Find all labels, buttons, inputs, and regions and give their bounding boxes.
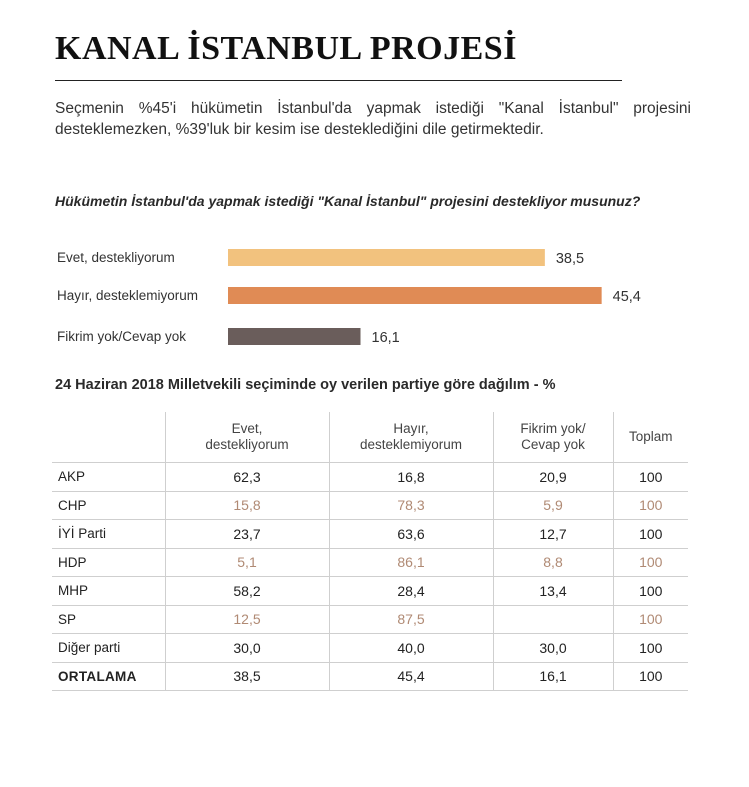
table-body: [52, 463, 688, 691]
table-cell: 5,9: [493, 491, 613, 520]
table-cell: 20,9: [493, 463, 613, 492]
row-party-label: ORTALAMA: [52, 662, 165, 691]
bar-category-label: Hayır, desteklemiyorum: [57, 288, 199, 303]
table-cell: 78,3: [329, 491, 493, 520]
row-party-label: HDP: [52, 548, 165, 577]
header-no-line1: Hayır,: [393, 421, 429, 436]
table-row: [52, 577, 688, 606]
header-total: Toplam: [613, 412, 688, 463]
bar-value-label: 38,5: [555, 251, 585, 267]
table-header-row: [52, 412, 688, 463]
table-row: [52, 662, 688, 691]
bar-1: [228, 287, 602, 304]
table-cell: 8,8: [493, 548, 613, 577]
table-row: [52, 634, 688, 663]
title-divider: [55, 80, 622, 81]
support-bar-chart: [0, 235, 749, 355]
bar-0: [228, 249, 545, 266]
table-cell: 23,7: [165, 520, 329, 549]
table-cell: 38,5: [165, 662, 329, 691]
table-cell: 28,4: [329, 577, 493, 606]
table-cell: 100: [613, 662, 688, 691]
table-cell: 12,7: [493, 520, 613, 549]
table-cell: [493, 605, 613, 634]
table-cell: 86,1: [329, 548, 493, 577]
table-row: [52, 491, 688, 520]
table-cell: 58,2: [165, 577, 329, 606]
table-cell: 5,1: [165, 548, 329, 577]
bar-value-label: 45,4: [612, 289, 641, 305]
bar-category-label: Evet, destekliyorum: [57, 250, 175, 265]
row-party-label: CHP: [52, 491, 165, 520]
table-cell: 100: [613, 520, 688, 549]
header-no-line2: desteklemiyorum: [359, 437, 463, 452]
row-party-label: İYİ Parti: [52, 520, 165, 549]
table-cell: 100: [613, 463, 688, 492]
table-cell: 62,3: [165, 463, 329, 492]
bar-2: [228, 328, 361, 345]
table-cell: 100: [613, 491, 688, 520]
bar-value-label: 16,1: [371, 330, 400, 346]
table-cell: 16,8: [329, 463, 493, 492]
table-cell: 12,5: [165, 605, 329, 634]
table-cell: 30,0: [493, 634, 613, 663]
table-caption: 24 Haziran 2018 Milletvekili seçiminde oy verilen partiye göre dağılım - %: [55, 377, 556, 393]
header-no-opinion-line1: Fikrim yok/: [520, 421, 586, 436]
table-cell: 100: [613, 605, 688, 634]
party-breakdown-table: [52, 412, 688, 691]
row-party-label: SP: [52, 605, 165, 634]
table-cell: 30,0: [165, 634, 329, 663]
table-cell: 40,0: [329, 634, 493, 663]
header-no-opinion-line2: Cevap yok: [521, 437, 585, 452]
table-cell: 87,5: [329, 605, 493, 634]
row-party-label: AKP: [52, 463, 165, 492]
bar-category-label: Fikrim yok/Cevap yok: [57, 329, 187, 344]
table-row: [52, 520, 688, 549]
table-cell: 100: [613, 577, 688, 606]
survey-question: Hükümetin İstanbul'da yapmak istediği "Kanal İstanbul" projesini destekliyor musunuz?: [55, 193, 641, 209]
header-party: [52, 412, 165, 463]
row-party-label: MHP: [52, 577, 165, 606]
table-row: [52, 463, 688, 492]
table-row: [52, 605, 688, 634]
table-row: [52, 548, 688, 577]
header-yes-line1: Evet,: [231, 421, 263, 436]
table-cell: 13,4: [493, 577, 613, 606]
header-yes-line2: destekliyorum: [205, 437, 289, 452]
header-no: [329, 412, 493, 463]
header-yes: [165, 412, 329, 463]
table-cell: 45,4: [329, 662, 493, 691]
table-cell: 100: [613, 634, 688, 663]
row-party-label: Diğer parti: [52, 634, 165, 663]
header-no-opinion: [493, 412, 613, 463]
page-title: KANAL İSTANBUL PROJESİ: [55, 30, 517, 67]
table-cell: 100: [613, 548, 688, 577]
table-cell: 63,6: [329, 520, 493, 549]
intro-paragraph: Seçmenin %45'i hükümetin İstanbul'da yapmak istediği "Kanal İstanbul" projesini desteklemezken, %39'luk bir kesim ise desteklediğini dile getirmektedir.: [55, 100, 691, 138]
table-cell: 16,1: [493, 662, 613, 691]
table-cell: 15,8: [165, 491, 329, 520]
